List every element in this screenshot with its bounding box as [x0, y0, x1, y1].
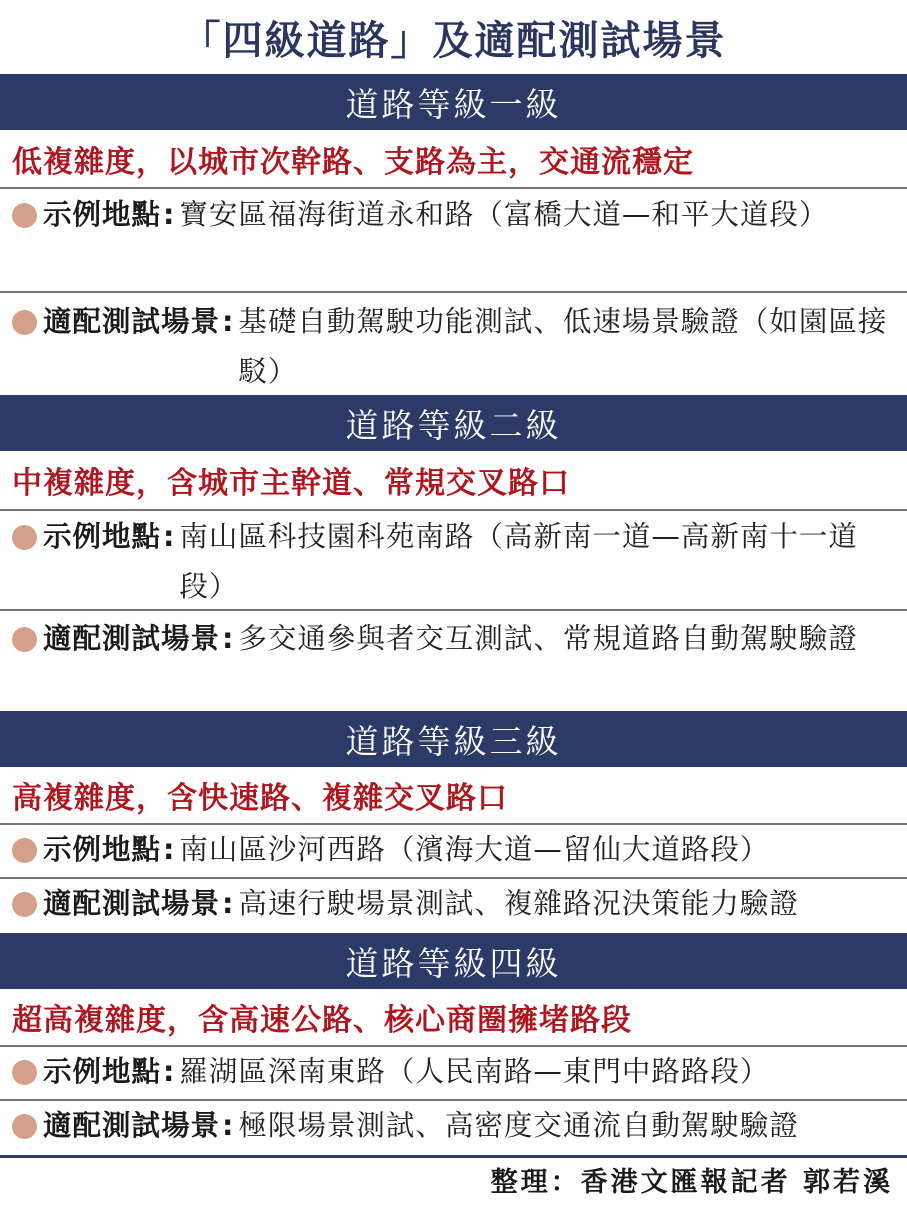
- bullet-icon: [12, 525, 37, 550]
- level-4-header: 道路等級四級: [0, 933, 907, 989]
- scenario-text: 高速行駛場景測試、複雜路況決策能力驗證: [238, 887, 799, 920]
- example-text: 羅湖區深南東路（人民南路—東門中路路段）: [179, 1055, 770, 1088]
- scenario-label: 適配測試場景: [43, 887, 221, 920]
- footer-divider: [0, 1155, 907, 1158]
- colon: :: [163, 1055, 176, 1088]
- colon: :: [222, 887, 235, 920]
- bullet-icon: [12, 627, 37, 652]
- bullet-icon: [12, 1114, 37, 1139]
- level-2-scenario: [0, 611, 907, 711]
- bullet-icon: [12, 892, 37, 917]
- colon: :: [163, 198, 176, 231]
- page-title: 「四級道路」及適配測試場景: [180, 17, 727, 64]
- author-credit: 整理：香港文匯報記者 郭若溪: [490, 1167, 893, 1198]
- example-text: 寶安區福海街道永和路（富橋大道—和平大道段）: [179, 198, 829, 231]
- level-1-example: [0, 189, 907, 293]
- bullet-icon: [12, 838, 37, 863]
- scenario-text: 多交通參與者交互測試、常規道路自動駕駛驗證: [238, 622, 858, 655]
- colon: :: [222, 305, 235, 338]
- colon: :: [222, 622, 235, 655]
- colon: :: [163, 520, 176, 553]
- bullet-icon: [12, 310, 37, 335]
- level-2-summary: 中複雜度，含城市主幹道、常規交叉路口: [0, 451, 907, 511]
- example-text: 南山區科技園科苑南路（高新南一道—高新南十一道段）: [179, 520, 858, 603]
- level-3-example: [0, 825, 907, 879]
- level-4-scenario: [0, 1101, 907, 1155]
- colon: :: [222, 1109, 235, 1142]
- level-1-header: 道路等級一級: [0, 74, 907, 130]
- scenario-label: 適配測試場景: [43, 1109, 221, 1142]
- level-1-scenario: [0, 293, 907, 395]
- example-label: 示例地點: [43, 833, 162, 866]
- level-4-example: [0, 1047, 907, 1101]
- level-1-summary: 低複雜度，以城市次幹路、支路為主，交通流穩定: [0, 130, 907, 189]
- example-label: 示例地點: [43, 198, 162, 231]
- example-label: 示例地點: [43, 1055, 162, 1088]
- scenario-text: 基礎自動駕駛功能測試、低速場景驗證（如園區接駁）: [238, 305, 888, 388]
- scenario-label: 適配測試場景: [43, 622, 221, 655]
- example-text: 南山區沙河西路（濱海大道—留仙大道路段）: [179, 833, 770, 866]
- level-3-scenario: [0, 879, 907, 933]
- scenario-label: 適配測試場景: [43, 305, 221, 338]
- bullet-icon: [12, 203, 37, 228]
- level-2-example: [0, 511, 907, 611]
- level-3-header: 道路等級三級: [0, 711, 907, 767]
- scenario-text: 極限場景測試、高密度交通流自動駕駛驗證: [238, 1109, 799, 1142]
- bullet-icon: [12, 1060, 37, 1085]
- colon: :: [163, 833, 176, 866]
- level-2-header: 道路等級二級: [0, 395, 907, 451]
- example-label: 示例地點: [43, 520, 162, 553]
- level-4-summary: 超高複雜度，含高速公路、核心商圈擁堵路段: [0, 989, 907, 1047]
- level-3-summary: 高複雜度，含快速路、複雜交叉路口: [0, 767, 907, 825]
